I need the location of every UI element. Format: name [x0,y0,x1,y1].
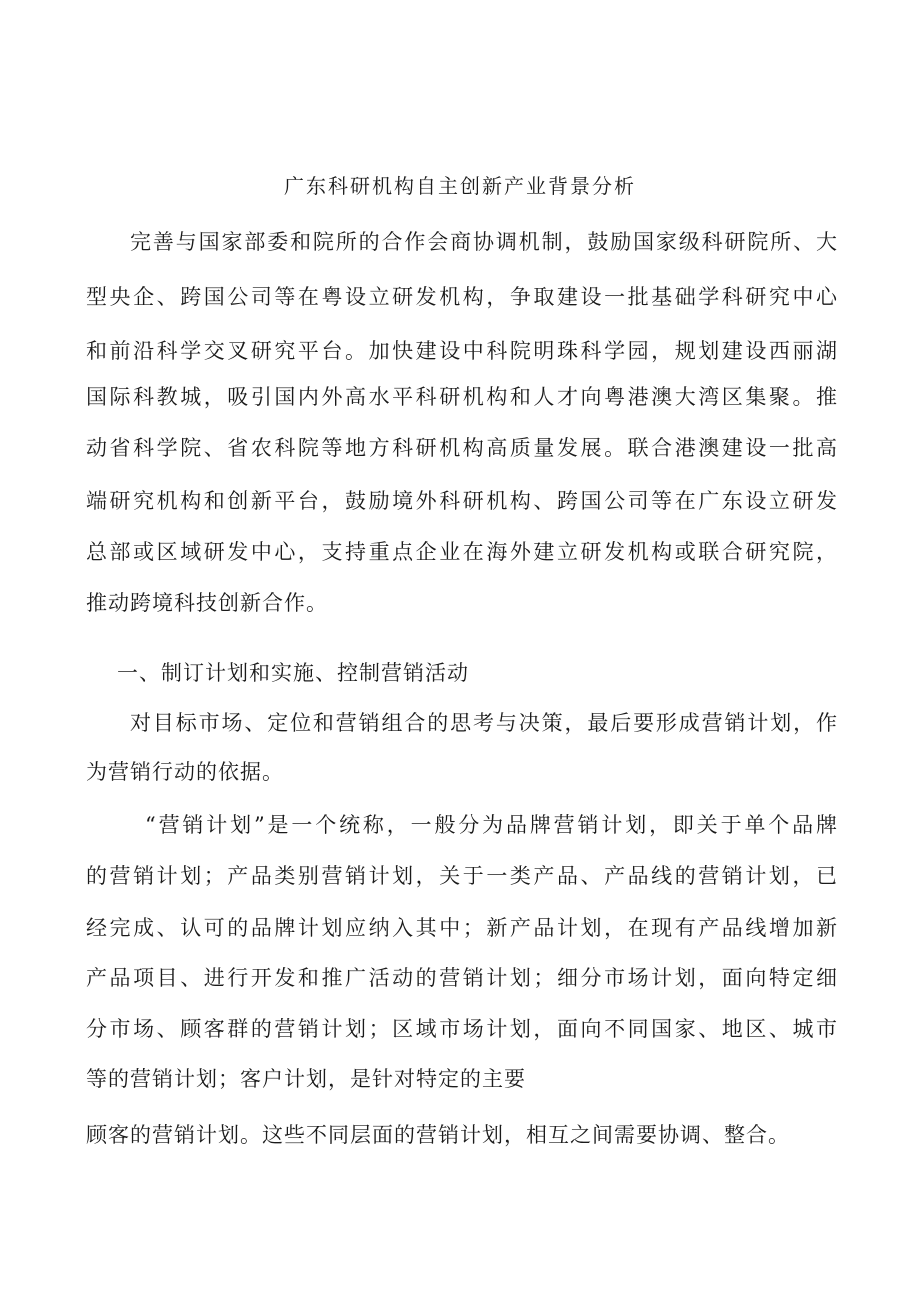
paragraph-1-line-3: 和前沿科学交叉研究平台。加快建设中科院明珠科学园，规划建设西丽湖 [86,339,838,363]
section-heading: 一、制订计划和实施、控制营销活动 [117,661,469,685]
paragraph-1-line-4: 国际科教城，吸引国内外高水平科研机构和人才向粤港澳大湾区集聚。推 [86,385,838,409]
paragraph-3-line-1: “营销计划”是一个统称，一般分为品牌营销计划，即关于单个品牌 [145,813,838,837]
paragraph-3-line-3: 经完成、认可的品牌计划应纳入其中；新产品计划，在现有产品线增加新 [86,916,838,940]
paragraph-1-line-8: 推动跨境科技创新合作。 [86,591,328,615]
paragraph-2-line-2: 为营销行动的依据。 [86,760,284,784]
paragraph-3-line-2: 的营销计划；产品类别营销计划，关于一类产品、产品线的营销计划，已 [86,864,838,888]
paragraph-1-line-5: 动省科学院、省农科院等地方科研机构高质量发展。联合港澳建设一批高 [86,436,838,460]
paragraph-1-line-7: 总部或区域研发中心，支持重点企业在海外建立研发机构或联合研究院， [86,540,838,564]
document-title: 广东科研机构自主创新产业背景分析 [284,174,636,198]
paragraph-1-line-2: 型央企、跨国公司等在粤设立研发机构，争取建设一批基础学科研究中心 [86,285,838,309]
paragraph-3-line-5: 分市场、顾客群的营销计划；区域市场计划，面向不同国家、地区、城市 [86,1017,838,1041]
paragraph-2-line-1: 对目标市场、定位和营销组合的思考与决策，最后要形成营销计划，作 [130,711,838,735]
paragraph-4-line-1: 顾客的营销计划。这些不同层面的营销计划，相互之间需要协调、整合。 [86,1123,790,1147]
paragraph-3-line-4: 产品项目、进行开发和推广活动的营销计划；细分市场计划，面向特定细 [86,966,838,990]
paragraph-1-line-1: 完善与国家部委和院所的合作会商协调机制，鼓励国家级科研院所、大 [130,230,838,254]
paragraph-3-line-6: 等的营销计划；客户计划，是针对特定的主要 [86,1067,526,1091]
paragraph-1-line-6: 端研究机构和创新平台，鼓励境外科研机构、跨国公司等在广东设立研发 [86,489,838,513]
